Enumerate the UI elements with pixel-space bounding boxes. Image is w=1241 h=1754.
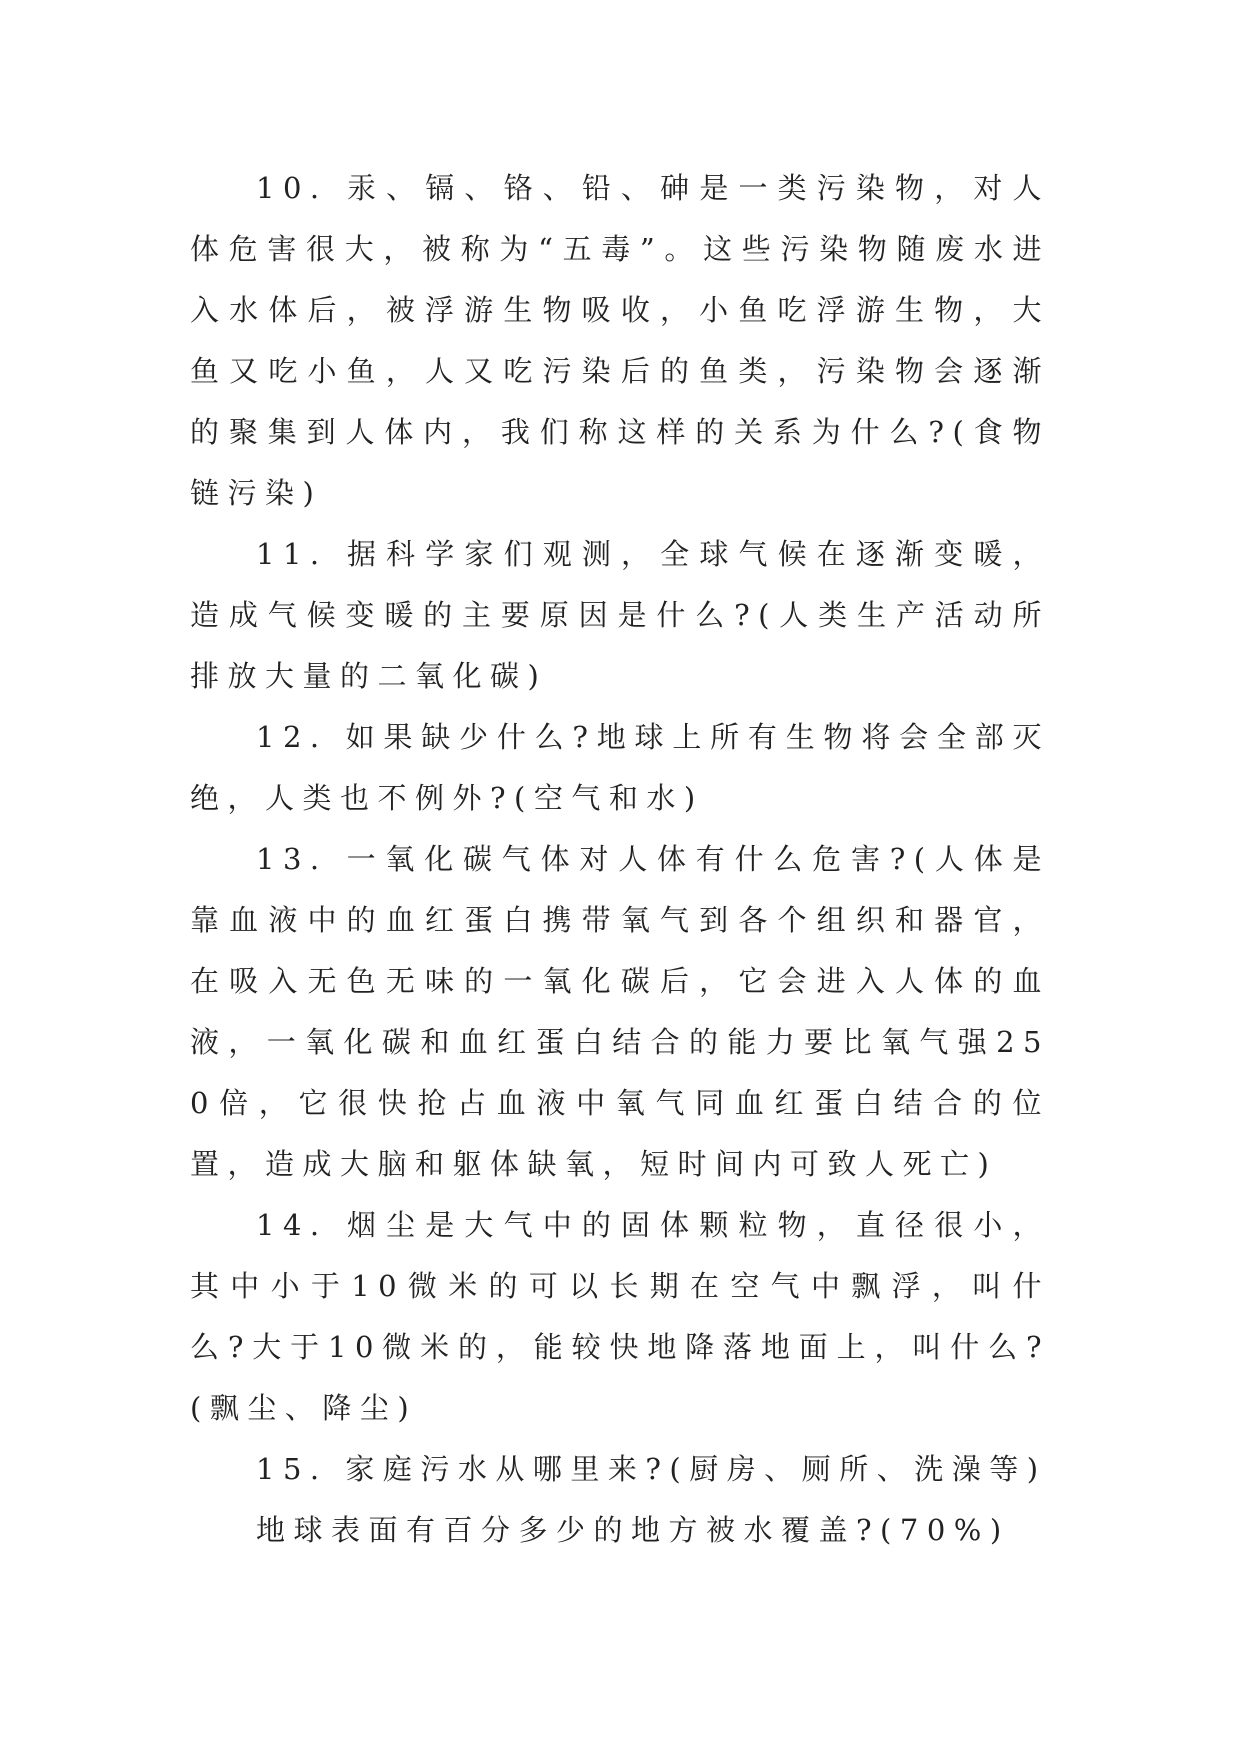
- water-coverage-paragraph: 地球表面有百分多少的地方被水覆盖?(70%): [256, 1513, 1010, 1547]
- question-15-paragraph: 15. 家庭污水从哪里来?(厨房、厕所、洗澡等): [256, 1452, 1047, 1486]
- question-14-paragraph: 14. 烟尘是大气中的固体颗粒物，直径很小，其中小于10微米的可以长期在空气中飘浮，叫什么?大于10微米的，能较快地降落地面上，叫什么?(飘尘、降尘): [190, 1208, 1050, 1425]
- question-12-paragraph: 12. 如果缺少什么?地球上所有生物将会全部灭绝，人类也不例外?(空气和水): [190, 720, 1050, 815]
- question-11-paragraph: 11. 据科学家们观测，全球气候在逐渐变暖，造成气候变暖的主要原因是什么?(人类生产活动所排放大量的二氧化碳): [190, 537, 1050, 693]
- question-10-paragraph: 10. 汞、镉、铬、铅、砷是一类污染物，对人体危害很大，被称为“五毒”。这些污染物随废水进入水体后，被浮游生物吸收，小鱼吃浮游生物，大鱼又吃小鱼，人又吃污染后的鱼类，污染物会逐渐的聚集到人体内，我们称这样的关系为什么?(食物链污染): [190, 171, 1050, 510]
- document-body: [190, 158, 1050, 1561]
- question-13-paragraph: 13. 一氧化碳气体对人体有什么危害?(人体是靠血液中的血红蛋白携带氧气到各个组织和器官，在吸入无色无味的一氧化碳后，它会进入人体的血液，一氧化碳和血红蛋白结合的能力要比氧气强250倍，它很快抢占血液中氧气同血红蛋白结合的位置，造成大脑和躯体缺氧，短时间内可致人死亡): [190, 842, 1050, 1181]
